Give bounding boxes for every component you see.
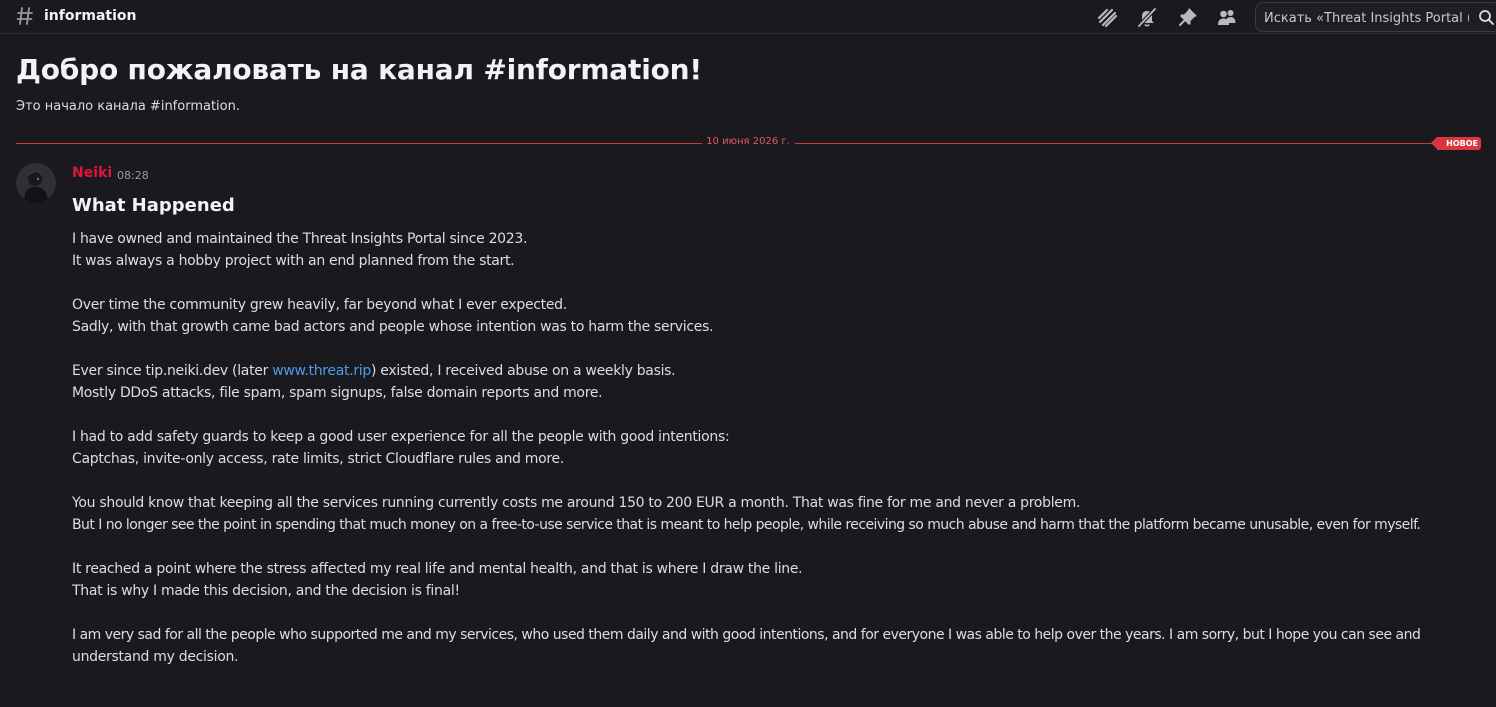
message-line: I have owned and maintained the Threat Insights Portal since 2023. [72,231,528,247]
channel-name: information [44,8,137,24]
date-divider-label: 10 июня 2026 г. [706,136,790,147]
welcome-subtitle: Это начало канала #information. [16,99,240,114]
search-bar[interactable] [1255,2,1496,32]
new-messages-divider-right [795,143,1435,144]
new-messages-badge: НОВОЕ [1437,137,1481,150]
message-line: It reached a point where the stress affected my real life and mental health, and that is where I draw the line. [72,561,803,577]
threads-icon[interactable] [1096,6,1118,28]
hash-icon [15,5,35,27]
message-heading: What Happened [72,195,235,216]
message-timestamp[interactable]: 08:28 [117,169,149,182]
message-line: I had to add safety guards to keep a good user experience for all the people with good intentions: [72,429,730,445]
message-line: That is why I made this decision, and the decision is final! [72,583,460,599]
members-icon[interactable] [1216,6,1238,28]
avatar-image [16,163,56,203]
search-icon[interactable] [1478,9,1495,26]
message-text: ) existed, I received abuse on a weekly basis. [370,363,676,379]
message-text: Ever since tip.neiki.dev (later [72,363,273,379]
message-line: Captchas, invite-only access, rate limits, strict Cloudflare rules and more. [72,451,564,467]
welcome-title: Добро пожаловать на канал #information! [16,53,702,86]
message-author[interactable]: Neiki [72,165,113,181]
message-line: I am very sad for all the people who supported me and my services, who used them daily and with good intentions, and for everyone I was able to help over the years. I am sorry, but I hope you can see and [72,627,1421,643]
message-line [72,363,675,379]
new-messages-divider-left [16,143,702,144]
avatar[interactable] [16,163,56,203]
message-line: You should know that keeping all the services running currently costs me around 150 to 200 EUR a month. That was fine for me and never a problem. [72,495,1081,511]
message-line: But I no longer see the point in spending that much money on a free-to-use service that is meant to help people, while receiving so much abuse and harm that the platform became unusable, even for myself. [72,517,1421,533]
pin-icon[interactable] [1177,6,1199,28]
channel-header [0,0,1496,34]
message-line: understand my decision. [72,649,239,665]
message-line: Sadly, with that growth came bad actors and people whose intention was to harm the services. [72,319,714,335]
search-input[interactable] [1264,9,1469,27]
notifications-muted-icon[interactable] [1136,6,1158,28]
threat-rip-link[interactable]: www.threat.rip [272,363,371,379]
message-line: Mostly DDoS attacks, file spam, spam signups, false domain reports and more. [72,385,603,401]
message-line: It was always a hobby project with an end planned from the start. [72,253,515,269]
message-line: Over time the community grew heavily, far beyond what I ever expected. [72,297,567,313]
